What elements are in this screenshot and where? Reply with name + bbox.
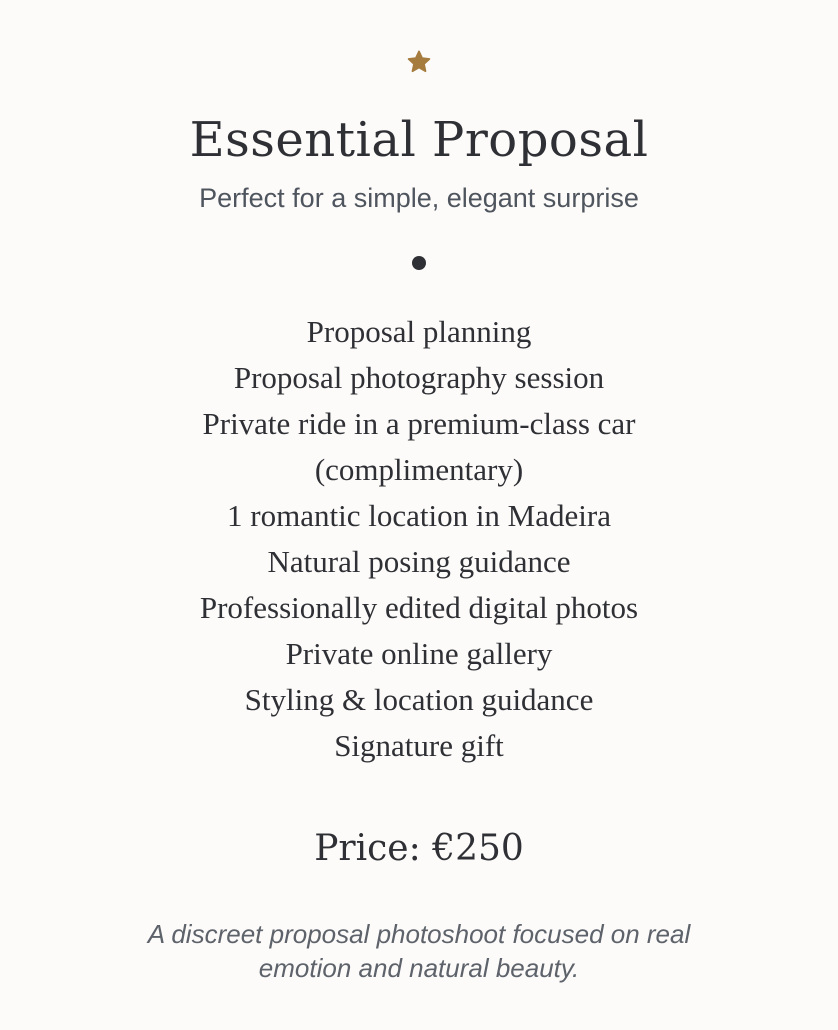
feature-item: Proposal photography session	[233, 360, 605, 395]
package-tagline: A discreet proposal photoshoot focused on real emotion and natural beauty.	[147, 919, 691, 983]
star-icon	[405, 49, 433, 75]
feature-item: Professionally edited digital photos	[199, 590, 639, 625]
package-price: Price: €250	[314, 828, 524, 869]
feature-item: Natural posing guidance	[267, 544, 571, 579]
feature-item: Signature gift	[334, 728, 504, 763]
feature-item: Private ride in a premium-class car (complimentary)	[202, 406, 636, 487]
feature-item: Styling & location guidance	[244, 682, 594, 717]
package-title: Essential Proposal	[189, 112, 649, 168]
feature-item: 1 romantic location in Madeira	[227, 498, 611, 533]
package-subtitle: Perfect for a simple, elegant surprise	[199, 183, 639, 213]
feature-item: Proposal planning	[306, 314, 532, 349]
feature-list	[140, 309, 698, 769]
dot-icon	[412, 256, 426, 270]
feature-item: Private online gallery	[285, 636, 553, 671]
